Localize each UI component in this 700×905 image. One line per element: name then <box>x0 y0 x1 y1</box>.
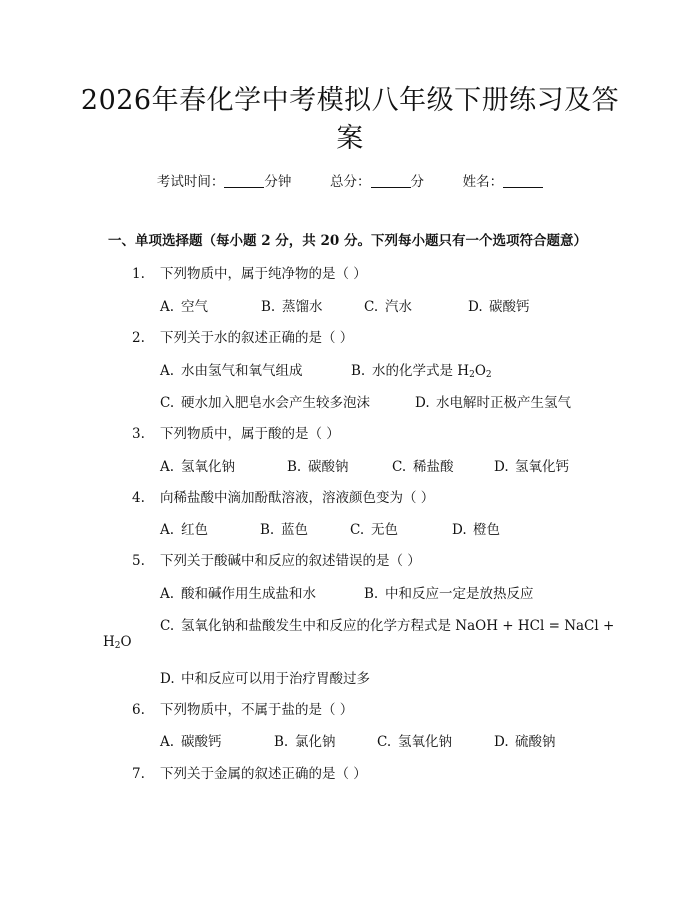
question-4-options <box>160 518 500 538</box>
question-text: 下列物质中，属于纯净物的是（ ） <box>160 266 367 282</box>
question-text: 向稀盐酸中滴加酚酞溶液，溶液颜色变为（ ） <box>160 490 435 506</box>
question-number: 1. <box>132 266 145 282</box>
question-text: 下列物质中，不属于盐的是（ ） <box>160 702 354 718</box>
score-unit: 分 <box>410 174 424 190</box>
question-text: 下列关于金属的叙述正确的是（ ） <box>160 766 367 782</box>
option-b: B. 氯化钠 <box>274 734 336 750</box>
time-label: 考试时间： <box>156 174 225 190</box>
question-6-options <box>160 730 556 750</box>
option-d: D. 碳酸钙 <box>468 299 530 315</box>
option-b: B. 中和反应一定是放热反应 <box>364 586 534 602</box>
option-a: A. 酸和碱作用生成盐和水 <box>160 586 316 602</box>
question-number: 7. <box>132 766 145 782</box>
question-number: 6. <box>132 702 145 718</box>
question-number: 4. <box>132 490 145 506</box>
document-title <box>0 82 700 158</box>
question-2-options-row-2 <box>160 391 571 411</box>
question-3-options <box>160 455 569 475</box>
question-5-option-c-wrap: $H_2O$ <box>103 634 132 651</box>
time-blank <box>224 175 264 188</box>
question-5-option-d: D. 中和反应可以用于治疗胃酸过多 <box>160 671 370 687</box>
question-6 <box>132 698 353 718</box>
score-blank <box>371 175 411 188</box>
option-c: C. 硬水加入肥皂水会产生较多泡沫 <box>160 395 370 411</box>
question-5-option-c: C. 氢氧化钠和盐酸发生中和反应的化学方程式是 NaOH + HCl = NaCl + <box>160 618 615 634</box>
exam-info-row <box>0 170 700 190</box>
question-number: 2. <box>132 330 145 346</box>
question-1 <box>132 262 367 282</box>
question-5-options-row-1 <box>160 582 534 602</box>
name-blank <box>503 175 543 188</box>
section-heading: 一、单项选择题（每小题 2 分，共 20 分。下列每小题只有一个选项符合题意） <box>108 233 587 249</box>
question-text: 下列关于酸碱中和反应的叙述错误的是（ ） <box>160 553 421 569</box>
title-line-2: 案 <box>336 123 364 154</box>
question-4 <box>132 486 434 506</box>
option-b: B. 碳酸钠 <box>287 459 349 475</box>
option-a: A. 碳酸钙 <box>160 734 222 750</box>
question-number: 5. <box>132 553 145 569</box>
question-2-options-row-1 <box>160 359 492 379</box>
question-text: 下列关于水的叙述正确的是（ ） <box>160 330 354 346</box>
option-c: C. 稀盐酸 <box>392 459 454 475</box>
option-b: B. 蒸馏水 <box>261 299 323 315</box>
question-5 <box>132 549 421 569</box>
option-a: A. 水由氢气和氧气组成 <box>160 363 303 379</box>
question-2 <box>132 326 353 346</box>
option-d: D. 橙色 <box>452 522 500 538</box>
name-label: 姓名： <box>462 174 504 190</box>
option-a: A. 空气 <box>160 299 208 315</box>
score-label: 总分： <box>330 174 371 190</box>
option-c: C. 氢氧化钠 <box>377 734 452 750</box>
option-d: D. 硫酸钠 <box>494 734 556 750</box>
option-c: C. 汽水 <box>364 299 412 315</box>
time-unit: 分钟 <box>264 174 292 190</box>
option-c: C. 无色 <box>350 522 398 538</box>
option-b: B. 蓝色 <box>260 522 308 538</box>
option-b: B. 水的化学式是 $H_2O_2$ <box>351 363 492 380</box>
title-line-1: 2026年春化学中考模拟八年级下册练习及答 <box>80 85 620 116</box>
question-7 <box>132 762 367 782</box>
question-3 <box>132 422 340 442</box>
question-number: 3. <box>132 426 145 442</box>
option-d: D. 水电解时正极产生氢气 <box>415 395 571 411</box>
option-d: D. 氢氧化钙 <box>494 459 569 475</box>
question-text: 下列物质中，属于酸的是（ ） <box>160 426 340 442</box>
option-a: A. 氢氧化钠 <box>160 459 235 475</box>
option-a: A. 红色 <box>160 522 208 538</box>
question-1-options <box>160 295 530 315</box>
